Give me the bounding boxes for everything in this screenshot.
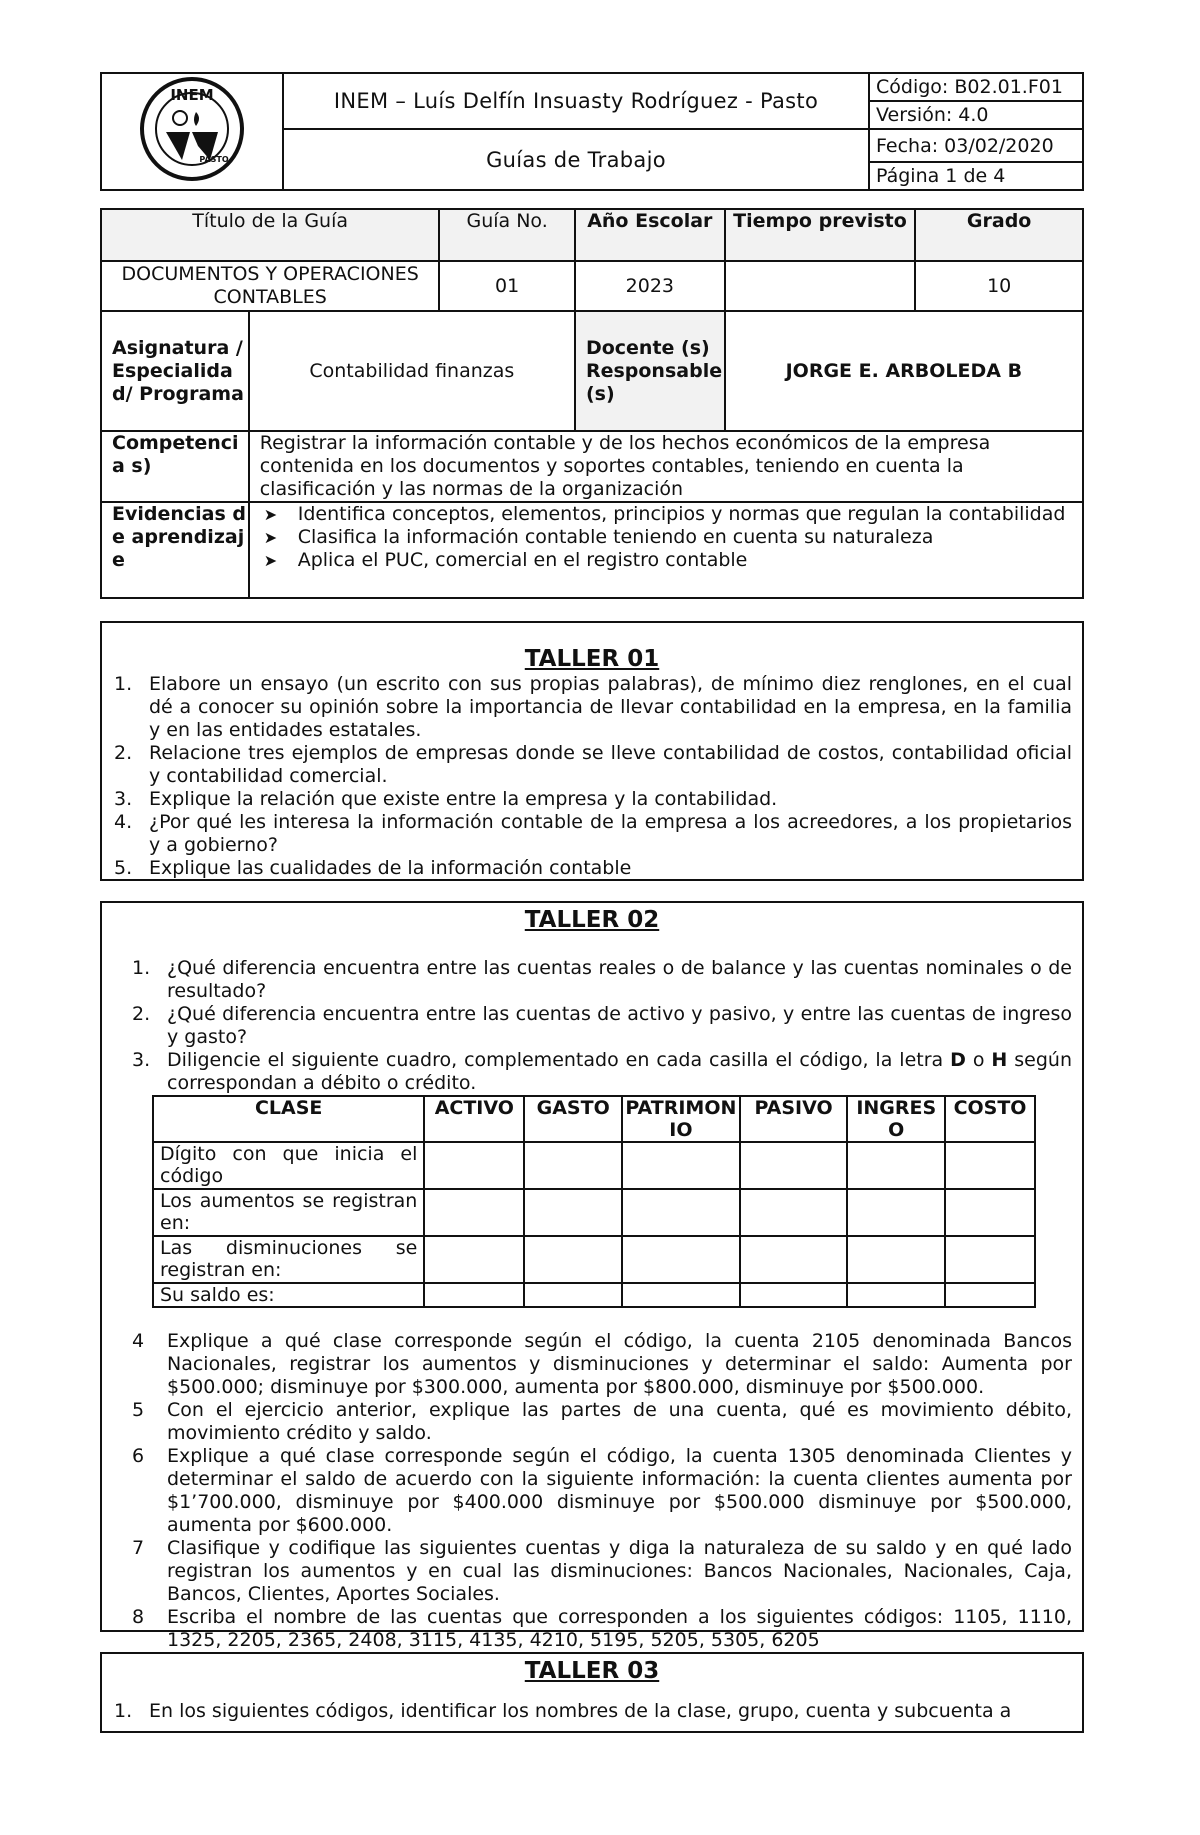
table-cell[interactable] <box>424 1142 524 1189</box>
table-cell[interactable] <box>847 1283 945 1307</box>
column-header: COSTO <box>945 1096 1035 1142</box>
svg-text:PASTO: PASTO <box>199 155 229 164</box>
subject: Contabilidad finanzas <box>249 311 575 431</box>
item-number: 1. <box>114 673 133 695</box>
competencies: Registrar la información contable y de los hechos económicos de la empresa contenida en los documentos y soportes contables, teniendo en cuenta la clasificación y las normas de la organización <box>249 431 1083 502</box>
table-cell[interactable] <box>524 1142 622 1189</box>
item-text: Elabore un ensayo (un escrito con sus propias palabras), de mínimo diez renglones, en el cual dé a conocer su opinión sobre la importancia de llevar contabilidad en la empresa, en la familia y en las entidades estatales. <box>149 673 1072 741</box>
item-number: 4 <box>132 1330 145 1352</box>
taller-03-list <box>102 1700 1082 1723</box>
header-guia-no: Guía No. <box>439 209 575 261</box>
column-header: ACTIVO <box>424 1096 524 1142</box>
grade: 10 <box>915 261 1083 311</box>
doc-version: Versión: 4.0 <box>869 101 1083 129</box>
item-text: En los siguientes códigos, identificar los nombres de la clase, grupo, cuenta y subcuenta a <box>149 1700 1012 1722</box>
school-name: INEM – Luís Delfín Insuasty Rodríguez - Pasto <box>283 73 869 129</box>
table-cell[interactable] <box>524 1189 622 1236</box>
item-text: Clasifique y codifique las siguientes cuentas y diga la naturaleza de su saldo y en qué lado registran los aumentos y en cual las disminuciones: Bancos Nacionales, Nacionales, Caja, Bancos, Clientes, Aportes Sociales. <box>167 1537 1072 1605</box>
table-cell[interactable] <box>622 1189 739 1236</box>
item-text: Relacione tres ejemplos de empresas donde se lleve contabilidad de costos, contabilidad oficial y contabilidad comercial. <box>149 742 1072 787</box>
item-number: 1. <box>132 957 151 979</box>
table-cell[interactable] <box>424 1236 524 1283</box>
taller-02-section <box>100 901 1084 1651</box>
table-cell[interactable] <box>945 1142 1035 1189</box>
list-item <box>132 957 1072 1003</box>
list-item <box>114 857 1072 880</box>
item-number: 2. <box>114 742 133 764</box>
school-year: 2023 <box>575 261 725 311</box>
table-cell[interactable] <box>524 1236 622 1283</box>
row-label: Las disminuciones se registran en: <box>153 1236 424 1283</box>
header-titulo: Título de la Guía <box>101 209 439 261</box>
table-row <box>153 1189 1035 1236</box>
clase-table <box>152 1095 1036 1308</box>
doc-type: Guías de Trabajo <box>283 129 869 190</box>
row-label: Los aumentos se registran en: <box>153 1189 424 1236</box>
row-label: Dígito con que inicia el código <box>153 1142 424 1189</box>
list-item <box>132 1537 1072 1606</box>
document-header <box>100 72 1084 191</box>
item-text: Escriba el nombre de las cuentas que corresponden a los siguientes códigos: 1105, 1110, 1325, 2205, 2365, 2408, 3115, 4135, 4210, 5195, 5205, 5305, 6205 <box>167 1606 1072 1651</box>
taller-01-title: TALLER 01 <box>524 646 660 672</box>
column-header: PATRIMONIO <box>622 1096 739 1142</box>
item-number: 6 <box>132 1445 145 1467</box>
table-cell[interactable] <box>945 1189 1035 1236</box>
school-logo <box>101 73 283 190</box>
item-text: ¿Qué diferencia encuentra entre las cuentas reales o de balance y las cuentas nominales o de resultado? <box>167 957 1072 1002</box>
item-number: 3. <box>114 788 133 810</box>
header-docente: Docente (s) Responsable (s) <box>575 311 725 431</box>
column-header: GASTO <box>524 1096 622 1142</box>
list-item <box>114 673 1072 742</box>
table-cell[interactable] <box>740 1236 848 1283</box>
item-text: Con el ejercicio anterior, explique las partes de una cuenta, qué es movimiento débito, movimiento crédito y saldo. <box>167 1399 1072 1444</box>
taller-02-title: TALLER 02 <box>524 907 660 933</box>
svg-text:INEM: INEM <box>170 86 214 104</box>
item-number: 5 <box>132 1399 145 1421</box>
list-item <box>132 1445 1072 1537</box>
learning-evidence <box>249 502 1083 598</box>
list-item <box>132 1003 1072 1049</box>
table-header-row <box>153 1096 1035 1142</box>
inem-seal-icon <box>132 74 252 184</box>
taller-02-list <box>102 957 1082 1095</box>
list-item <box>132 1606 1072 1652</box>
list-item <box>114 811 1072 857</box>
table-cell[interactable] <box>945 1236 1035 1283</box>
list-item <box>114 1700 1072 1723</box>
table-row <box>153 1142 1035 1189</box>
doc-code: Código: B02.01.F01 <box>869 73 1083 101</box>
item-number: 2. <box>132 1003 151 1025</box>
table-cell[interactable] <box>945 1283 1035 1307</box>
item-text: Explique la relación que existe entre la empresa y la contabilidad. <box>149 788 778 810</box>
item-text: Diligencie el siguiente cuadro, complementado en cada casilla el código, la letra <box>167 1049 951 1071</box>
header-evidencias: Evidencias de aprendizaje <box>101 502 249 598</box>
table-cell[interactable] <box>424 1189 524 1236</box>
table-cell[interactable] <box>622 1236 739 1283</box>
evidence-list <box>250 503 1082 572</box>
list-item <box>132 1049 1072 1095</box>
table-row <box>153 1236 1035 1283</box>
item-number: 7 <box>132 1537 145 1559</box>
table-cell[interactable] <box>847 1189 945 1236</box>
header-competencias: Competencia s) <box>101 431 249 502</box>
list-item <box>114 788 1072 811</box>
header-anio: Año Escolar <box>575 209 725 261</box>
item-text: Explique a qué clase corresponde según el código, la cuenta 1305 denominada Clientes y determinar el saldo de acuerdo con la siguiente información: la cuenta clientes aumenta por $1’700.000, disminuye por $400.000 disminuye por $500.000 disminuye por $500.000, aumenta por $600.000. <box>167 1445 1072 1536</box>
time-planned <box>725 261 916 311</box>
table-cell[interactable] <box>847 1236 945 1283</box>
item-number: 8 <box>132 1606 145 1628</box>
teacher: JORGE E. ARBOLEDA B <box>725 311 1083 431</box>
table-cell[interactable] <box>847 1142 945 1189</box>
table-cell[interactable] <box>740 1283 848 1307</box>
taller-01-section <box>100 621 1084 881</box>
column-header: CLASE <box>153 1096 424 1142</box>
header-tiempo: Tiempo previsto <box>725 209 916 261</box>
item-number: 4. <box>114 811 133 833</box>
taller-02-more <box>102 1330 1082 1652</box>
evidence-item: ➤ Clasifica la información contable teniendo en cuenta su naturaleza <box>260 526 1082 549</box>
taller-02-list-continued <box>102 1330 1082 1652</box>
column-header: PASIVO <box>740 1096 848 1142</box>
table-cell[interactable] <box>740 1189 848 1236</box>
taller-03-section <box>100 1652 1084 1733</box>
guide-title: DOCUMENTOS Y OPERACIONES CONTABLES <box>101 261 439 311</box>
evidence-item: ➤ Identifica conceptos, elementos, principios y normas que regulan la contabilidad <box>260 503 1082 526</box>
list-item <box>132 1399 1072 1445</box>
table-cell[interactable] <box>622 1142 739 1189</box>
row-label: Su saldo es: <box>153 1283 424 1307</box>
doc-page: Página 1 de 4 <box>869 162 1083 190</box>
table-row <box>153 1283 1035 1307</box>
item-text: según correspondan a débito o crédito. <box>167 1049 1073 1094</box>
item-number: 1. <box>114 1700 133 1722</box>
item-text: Explique a qué clase corresponde según el código, la cuenta 2105 denominada Bancos Nacionales, registrar los aumentos y disminuciones y determinar el saldo: Aumenta por $500.000; disminuye por $300.000, aumenta por $800.000, disminuye por $500.000. <box>167 1330 1072 1398</box>
column-header: INGRESO <box>847 1096 945 1142</box>
header-grado: Grado <box>915 209 1083 261</box>
credit-letter: H <box>991 1049 1008 1071</box>
evidence-item: ➤ Aplica el PUC, comercial en el registro contable <box>260 549 1082 572</box>
list-item <box>132 1330 1072 1399</box>
list-item <box>114 742 1072 788</box>
table-cell[interactable] <box>740 1142 848 1189</box>
doc-date: Fecha: 03/02/2020 <box>869 129 1083 162</box>
table-cell[interactable] <box>524 1283 622 1307</box>
guide-number: 01 <box>439 261 575 311</box>
debit-letter: D <box>950 1049 966 1071</box>
item-text: o <box>965 1049 992 1071</box>
header-asignatura: Asignatura / Especialidad/ Programa <box>101 311 249 431</box>
item-text: Explique las cualidades de la información contable <box>149 857 632 879</box>
item-number: 3. <box>132 1049 151 1071</box>
table-cell[interactable] <box>424 1283 524 1307</box>
taller-03-title: TALLER 03 <box>524 1658 660 1684</box>
item-text: ¿Qué diferencia encuentra entre las cuentas de activo y pasivo, y entre las cuentas de ingreso y gasto? <box>167 1003 1072 1048</box>
table-cell[interactable] <box>622 1283 739 1307</box>
item-text: ¿Por qué les interesa la información contable de la empresa a los acreedores, a los propietarios y a gobierno? <box>149 811 1072 856</box>
guide-info-table <box>100 208 1084 599</box>
item-number: 5. <box>114 857 133 879</box>
taller-01-list <box>102 673 1082 880</box>
